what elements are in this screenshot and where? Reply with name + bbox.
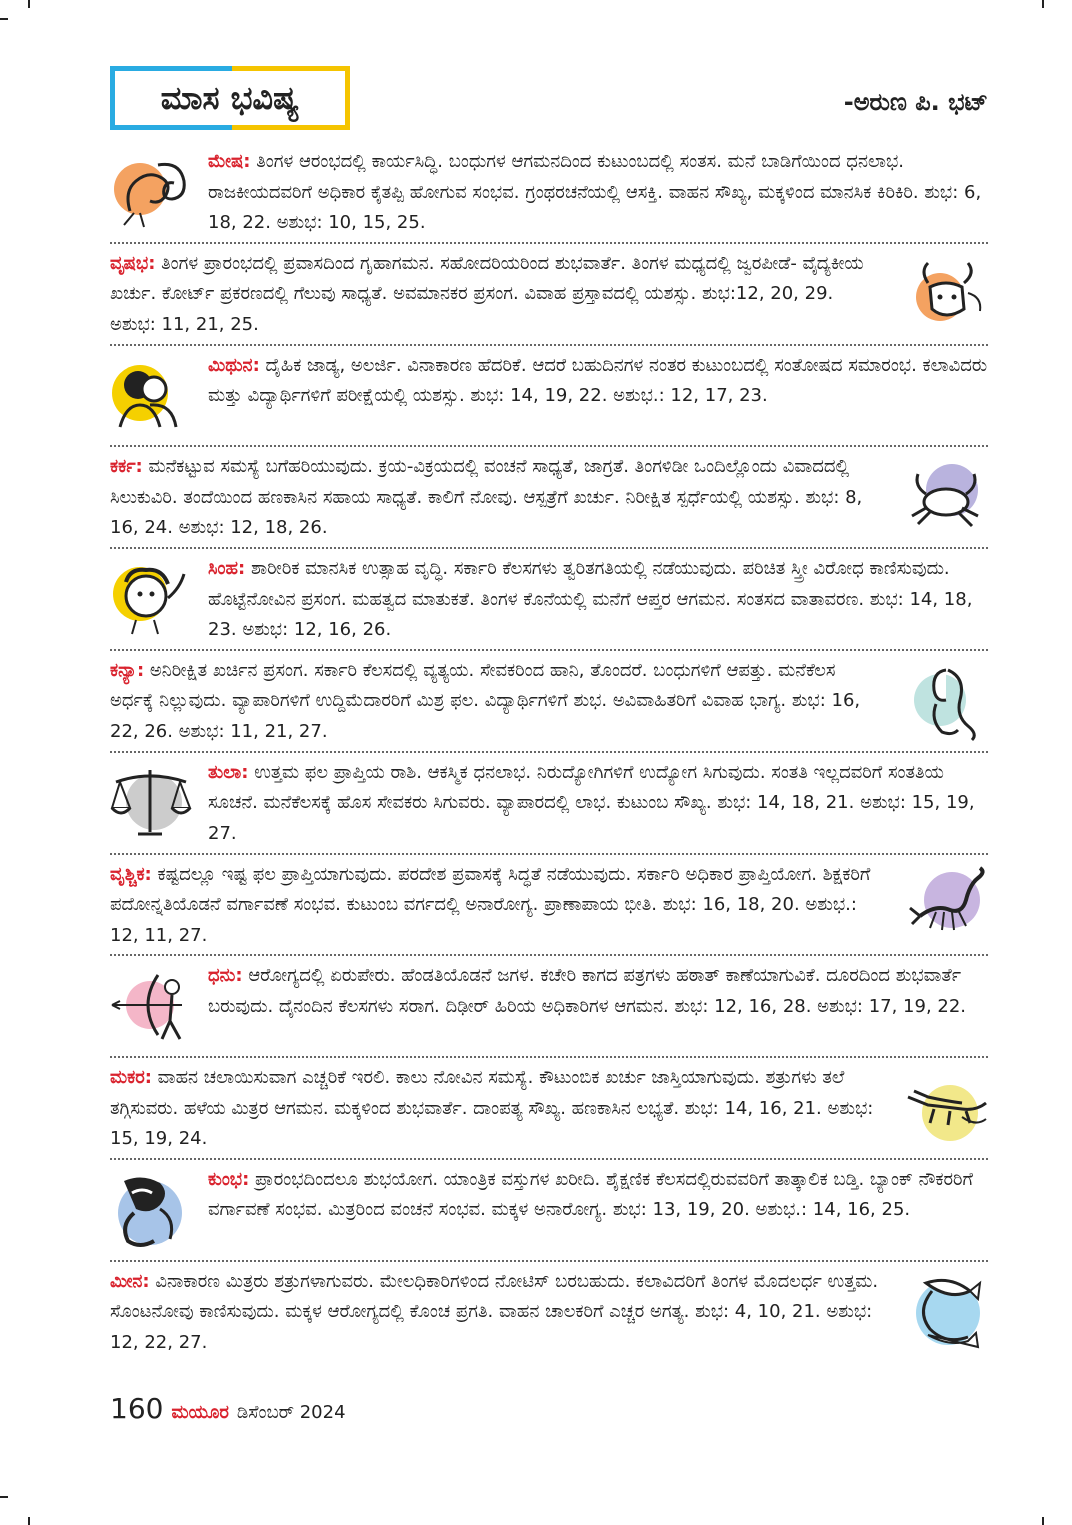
crop-mark [0, 18, 8, 20]
sign-name: ಸಿಂಹ: [208, 558, 246, 580]
scorpio-scorpion-icon [906, 864, 988, 946]
prediction-text: ಶಾರೀರಿಕ ಮಾನಸಿಕ ಉತ್ಸಾಹ ವೃದ್ಧಿ. ಸರ್ಕಾರಿ ಕೆಲಸಗಳು ತ್ವರಿತಗತಿಯಲ್ಲಿ ನಡೆಯುವುದು. ಪರಿಚಿತ ಸ್ತ್ರೀ ವಿರೋಧ ಕಾಣಿಸುವುದು. ಹೊಟ್ಟೆನೋವಿನ ಪ್ರಸಂಗ. ಮಹತ್ವದ ಮಾತುಕತೆ. ತಿಂಗಳ ಕೊನೆಯಲ್ಲಿ ಮನೆಗೆ ಆಪ್ತರ ಆಗಮನ. ಸಂತಸದ ವಾತಾವರಣ. ಶುಭ: 14, 18, 23. ಅಶುಭ: 12, 16, 26. [208, 558, 973, 641]
sign-name: ಮಕರ: [110, 1067, 152, 1089]
horoscope-entry-cancer [110, 447, 988, 549]
horoscope-entry-aries [110, 142, 988, 244]
horoscope-text [208, 1165, 988, 1226]
taurus-bull-icon [906, 253, 988, 335]
prediction-text: ತಿಂಗಳ ಆರಂಭದಲ್ಲಿ ಕಾರ್ಯಸಿದ್ಧಿ. ಬಂಧುಗಳ ಆಗಮನದಿಂದ ಕುಟುಂಬದಲ್ಲಿ ಸಂತಸ. ಮನೆ ಬಾಡಿಗೆಯಿಂದ ಧನಲಾಭ. ರಾಜಕೀಯದವರಿಗೆ ಅಧಿಕಾರ ಕೈತಪ್ಪಿ ಹೋಗುವ ಸಂಭವ. ಗ್ರಂಥರಚನೆಯಲ್ಲಿ ಆಸಕ್ತಿ. ವಾಹನ ಸೌಖ್ಯ, ಮಕ್ಕಳಿಂದ ಮಾನಸಿಕ ಕಿರಿಕಿರಿ. ಶುಭ: 6, 18, 22. ಅಶುಭ: 10, 15, 25. [208, 151, 982, 233]
horoscope-text [110, 1063, 884, 1155]
horoscope-entry-aquarius [110, 1160, 988, 1262]
horoscope-text [110, 452, 884, 544]
crop-mark [0, 1496, 8, 1498]
horoscope-entry-capricorn [110, 1058, 988, 1160]
horoscope-entry-scorpio [110, 855, 988, 957]
sign-name: ಮೇಷ: [208, 151, 251, 172]
crop-mark [28, 0, 30, 8]
crop-mark [28, 1517, 30, 1525]
prediction-text: ಮನೆಕಟ್ಟುವ ಸಮಸ್ಯೆ ಬಗೆಹರಿಯುವುದು. ಕ್ರಯ-ವಿಕ್ರಯದಲ್ಲಿ ವಂಚನೆ ಸಾಧ್ಯತೆ, ಜಾಗ್ರತೆ. ತಿಂಗಳಿಡೀ ಒಂದಿಲ್ಲೊಂದು ವಿವಾದದಲ್ಲಿ ಸಿಲುಕುವಿರಿ. ತಂದೆಯಿಂದ ಹಣಕಾಸಿನ ಸಹಾಯ ಸಾಧ್ಯತೆ. ಕಾಲಿಗೆ ನೋವು. ಆಸ್ಪತ್ರೆಗೆ ಖರ್ಚು. ನಿರೀಕ್ಷಿತ ಸ್ಪರ್ಧೆಯಲ್ಲಿ ಯಶಸ್ಸು. ಶುಭ: 8, 16, 24. ಅಶುಭ: 12, 18, 26. [110, 456, 863, 539]
sign-name: ಧನು: [208, 965, 243, 987]
prediction-text: ವಾಹನ ಚಲಾಯಿಸುವಾಗ ಎಚ್ಚರಿಕೆ ಇರಲಿ. ಕಾಲು ನೋವಿನ ಸಮಸ್ಯೆ. ಕೌಟುಂಬಿಕ ಖರ್ಚು ಜಾಸ್ತಿಯಾಗುವುದು. ಶತ್ರುಗಳು ತಲೆ ತಗ್ಗಿಸುವರು. ಹಳೆಯ ಮಿತ್ರರ ಆಗಮನ. ಮಕ್ಕಳಿಂದ ಶುಭವಾರ್ತೆ. ದಾಂಪತ್ಯ ಸೌಖ್ಯ. ಹಣಕಾಸಿನ ಲಭ್ಯತೆ. ಶುಭ: 14, 16, 21. ಅಶುಭ: 15, 19, 24. [110, 1067, 874, 1150]
sign-name: ಮಿಥುನ: [208, 354, 260, 376]
crop-mark [1042, 1517, 1044, 1525]
horoscope-text [208, 351, 988, 412]
horoscope-entry-libra [110, 753, 988, 855]
sagittarius-archer-icon [110, 965, 192, 1047]
page-title [110, 66, 350, 130]
leo-lion-icon [110, 558, 192, 640]
prediction-text: ತಿಂಗಳ ಪ್ರಾರಂಭದಲ್ಲಿ ಪ್ರವಾಸದಿಂದ ಗೃಹಾಗಮನ. ಸಹೋದರಿಯರಿಂದ ಶುಭವಾರ್ತೆ. ತಿಂಗಳ ಮಧ್ಯದಲ್ಲಿ ಜ್ವರಪೀಡೆ- ವೈದ್ಯಕೀಯ ಖರ್ಚು. ಕೋರ್ಟ್ ಪ್ರಕರಣದಲ್ಲಿ ಗೆಲುವು ಸಾಧ್ಯತೆ. ಅವಮಾನಕರ ಪ್ರಸಂಗ. ವಿವಾಹ ಪ್ರಸ್ತಾವದಲ್ಲಿ ಯಶಸ್ಸು. ಶುಭ:12, 20, 29. ಅಶುಭ: 11, 21, 25. [110, 252, 864, 335]
horoscope-text [110, 656, 884, 748]
horoscope-entry-pisces [110, 1262, 988, 1364]
magazine-name: ಮಯೂರ [171, 1402, 229, 1423]
sign-name: ತುಲಾ: [208, 761, 249, 783]
horoscope-text [208, 758, 988, 850]
horoscope-entry-sagittarius [110, 956, 988, 1058]
sign-name: ಕರ್ಕ: [110, 456, 143, 478]
sign-name: ಕುಂಭ: [208, 1168, 250, 1190]
sign-name: ವೃಷಭ: [110, 252, 156, 274]
horoscope-text [208, 147, 988, 239]
prediction-text: ಅನಿರೀಕ್ಷಿತ ಖರ್ಚಿನ ಪ್ರಸಂಗ. ಸರ್ಕಾರಿ ಕೆಲಸದಲ್ಲಿ ವ್ಯತ್ಯಯ. ಸೇವಕರಿಂದ ಹಾನಿ, ತೊಂದರೆ. ಬಂಧುಗಳಿಗೆ ಆಪತ್ತು. ಮನೆಕೆಲಸ ಅರ್ಧಕ್ಕೆ ನಿಲ್ಲುವುದು. ವ್ಯಾಪಾರಿಗಳಿಗೆ ಉದ್ದಿಮೆದಾರರಿಗೆ ಮಿಶ್ರ ಫಲ. ವಿದ್ಯಾರ್ಥಿಗಳಿಗೆ ಶುಭ. ಅವಿವಾಹಿತರಿಗೆ ವಿವಾಹ ಭಾಗ್ಯ. ಶುಭ: 16, 22, 26. ಅಶುಭ: 11, 21, 27. [110, 659, 861, 742]
sign-name: ಕನ್ಯಾ: [110, 659, 145, 681]
horoscope-entry-virgo [110, 651, 988, 753]
gemini-twins-icon [110, 355, 192, 437]
capricorn-crocodile-icon [906, 1067, 988, 1149]
horoscope-text [110, 860, 884, 952]
virgo-maiden-icon [906, 660, 988, 742]
prediction-text: ಕಷ್ಟದಲ್ಲೂ ಇಷ್ಟ ಫಲ ಪ್ರಾಪ್ತಿಯಾಗುವುದು. ಪರದೇಶ ಪ್ರವಾಸಕ್ಕೆ ಸಿದ್ಧತೆ ನಡೆಯುವುದು. ಸರ್ಕಾರಿ ಅಧಿಕಾರ ಪ್ರಾಪ್ತಿಯೋಗ. ಶಿಕ್ಷಕರಿಗೆ ಪದೋನ್ನತಿಯೊಡನೆ ವರ್ಗಾವಣೆ ಸಂಭವ. ಕುಟುಂಬ ವರ್ಗದಲ್ಲಿ ಅನಾರೋಗ್ಯ. ಪ್ರಾಣಾಪಾಯ ಭೀತಿ. ಶುಭ: 16, 18, 20. ಅಶುಭ.: 12, 11, 27. [110, 863, 871, 946]
pisces-fish-icon [906, 1271, 988, 1353]
sign-name: ವೃಶ್ಚಿಕ: [110, 863, 152, 885]
horoscope-entry-leo [110, 549, 988, 651]
horoscope-text [110, 1267, 884, 1359]
horoscope-text [208, 554, 988, 646]
page-title-text: ಮಾಸ ಭವಿಷ್ಯ [160, 78, 300, 117]
sign-name: ಮೀನ: [110, 1270, 150, 1292]
prediction-text: ದೈಹಿಕ ಜಾಡ್ಯ, ಅಲರ್ಜಿ. ವಿನಾಕಾರಣ ಹೆದರಿಕೆ. ಆದರೆ ಬಹುದಿನಗಳ ನಂತರ ಕುಟುಂಬದಲ್ಲಿ ಸಂತೋಷದ ಸಮಾರಂಭ. ಕಲಾವಿದರು ಮತ್ತು ವಿದ್ಯಾರ್ಥಿಗಳಿಗೆ ಪರೀಕ್ಷೆಯಲ್ಲಿ ಯಶಸ್ಸು. ಶುಭ: 14, 19, 22. ಅಶುಭ.: 12, 17, 23. [208, 354, 988, 407]
prediction-text: ಆರೋಗ್ಯದಲ್ಲಿ ಏರುಪೇರು. ಹೆಂಡತಿಯೊಡನೆ ಜಗಳ. ಕಚೇರಿ ಕಾಗದ ಪತ್ರಗಳು ಹಠಾತ್ ಕಾಣೆಯಾಗುವಿಕೆ. ದೂರದಿಂದ ಶುಭವಾರ್ತೆ ಬರುವುದು. ದೈನಂದಿನ ಕೆಲಸಗಳು ಸರಾಗ. ದಿಢೀರ್ ಹಿರಿಯ ಅಧಿಕಾರಿಗಳ ಆಗಮನ. ಶುಭ: 12, 16, 28. ಅಶುಭ: 17, 19, 22. [208, 965, 967, 1017]
page-number: 160 [110, 1392, 164, 1425]
aries-ram-icon [110, 151, 192, 233]
horoscope-list [110, 142, 988, 1364]
issue-date: ಡಿಸೆಂಬರ್ 2024 [236, 1402, 346, 1423]
horoscope-text [208, 961, 988, 1022]
horoscope-entry-gemini [110, 346, 988, 448]
horoscope-entry-taurus [110, 244, 988, 346]
libra-scales-icon [110, 762, 192, 844]
prediction-text: ಪ್ರಾರಂಭದಿಂದಲೂ ಶುಭಯೋಗ. ಯಾಂತ್ರಿಕ ವಸ್ತುಗಳ ಖರೀದಿ. ಶೈಕ್ಷಣಿಕ ಕೆಲಸದಲ್ಲಿರುವವರಿಗೆ ತಾತ್ಕಾಲಿಕ ಬಡ್ತಿ. ಬ್ಯಾಂಕ್ ನೌಕರರಿಗೆ ವರ್ಗಾವಣೆ ಸಂಭವ. ಮಿತ್ರರಿಂದ ವಂಚನೆ ಸಂಭವ. ಮಕ್ಕಳ ಅನಾರೋಗ್ಯ. ಶುಭ: 13, 19, 20. ಅಶುಭ.: 14, 16, 25. [208, 1168, 973, 1221]
cancer-crab-icon [906, 456, 988, 538]
prediction-text: ವಿನಾಕಾರಣ ಮಿತ್ರರು ಶತ್ರುಗಳಾಗುವರು. ಮೇಲಧಿಕಾರಿಗಳಿಂದ ನೋಟಿಸ್ ಬರಬಹುದು. ಕಲಾವಿದರಿಗೆ ತಿಂಗಳ ಮೊದಲರ್ಧ ಉತ್ತಮ. ಸೊಂಟನೋವು ಕಾಣಿಸುವುದು. ಮಕ್ಕಳ ಆರೋಗ್ಯದಲ್ಲಿ ಕೊಂಚ ಪ್ರಗತಿ. ವಾಹನ ಚಾಲಕರಿಗೆ ಎಚ್ಚರ ಅಗತ್ಯ. ಶುಭ: 4, 10, 21. ಅಶುಭ: 12, 22, 27. [110, 1270, 879, 1353]
author-byline: -ಅರುಣ ಪಿ. ಭಟ್ [843, 88, 988, 116]
prediction-text: ಉತ್ತಮ ಫಲ ಪ್ರಾಪ್ತಿಯ ರಾಶಿ. ಆಕಸ್ಮಿಕ ಧನಲಾಭ. ನಿರುದ್ಯೋಗಿಗಳಿಗೆ ಉದ್ಯೋಗ ಸಿಗುವುದು. ಸಂತತಿ ಇಲ್ಲದವರಿಗೆ ಸಂತತಿಯ ಸೂಚನೆ. ಮನೆಕೆಲಸಕ್ಕೆ ಹೊಸ ಸೇವಕರು ಸಿಗುವರು. ವ್ಯಾಪಾರದಲ್ಲಿ ಲಾಭ. ಕುಟುಂಬ ಸೌಖ್ಯ. ಶುಭ: 14, 18, 21. ಅಶುಭ: 15, 19, 27. [208, 761, 975, 844]
horoscope-text [110, 249, 884, 341]
page-footer [110, 1392, 346, 1425]
aquarius-pot-icon [110, 1169, 192, 1251]
crop-mark [1042, 0, 1044, 8]
